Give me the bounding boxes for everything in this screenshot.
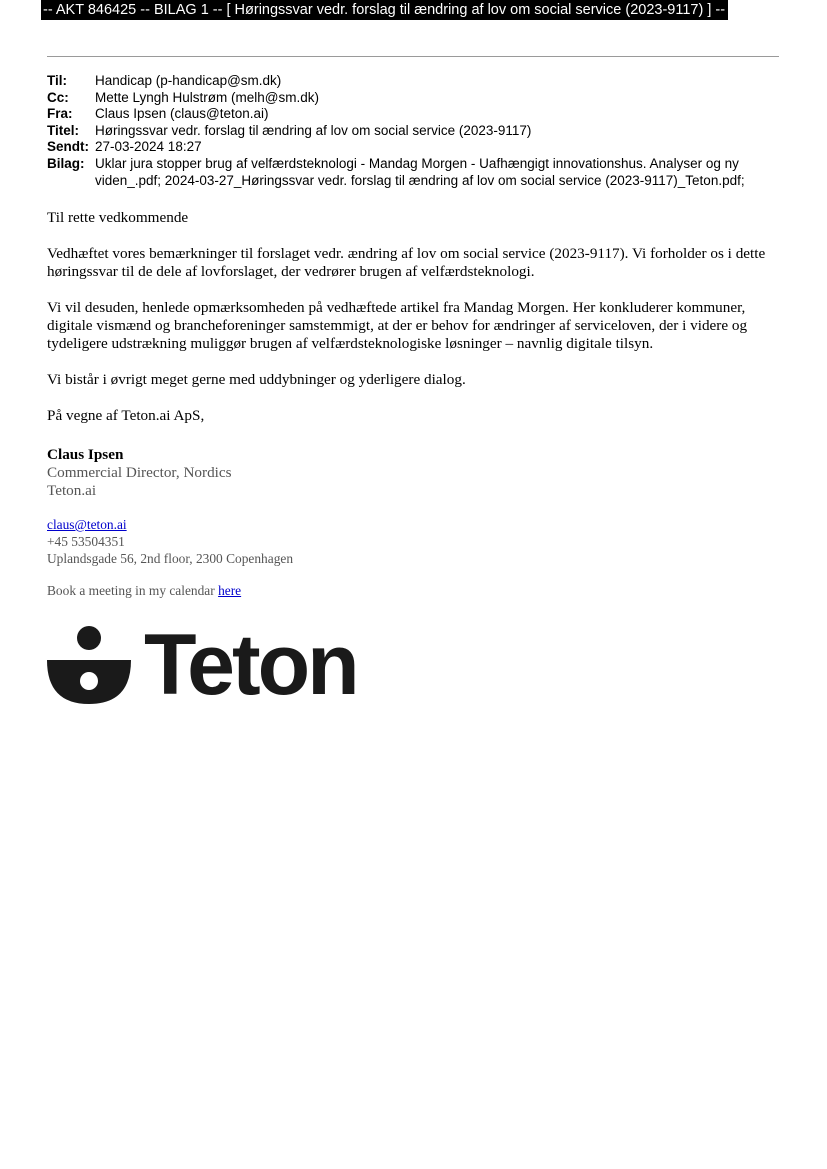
header-label: Til: [47,73,67,88]
header-label: Cc: [47,89,69,105]
header-value-cc: Mette Lyngh Hulstrøm (melh@sm.dk) [95,89,320,105]
header-value-sent: 27-03-2024 18:27 [95,139,202,155]
body-paragraph: Vi bistår i øvrigt meget gerne med uddybninger og yderligere dialog. [47,371,466,388]
address: Uplandsgade 56, 2nd floor, 2300 Copenhagen [47,551,294,566]
meeting-text: Book a meeting in my calendar [47,583,215,598]
body-paragraph: Vi vil desuden, henlede opmærksomheden på vedhæftede artikel fra Mandag Morgen. Her konkluderer kommuner, digitale vismænd og brancheforeninger samstemmigt, at der er behov for ændringer af serviceloven, der i videre og tydeligere udstrækning muliggør brugen af velfærdsteknologiske løsninger – navnlig digitale tilsyn. [47,299,748,352]
teton-logo [47,617,357,713]
header-label: Sendt: [47,139,89,155]
header-row-sent [47,139,782,156]
header-value-attachments: Uklar jura stopper brug af velfærdsteknologi - Mandag Morgen - Uafhængigt innovationshus. Analyser og ny viden_.pdf; 2024-03-27_Høringssvar vedr. forslag til ændring af lov om social service (2023-9117)_Teton.pdf; [95,155,745,188]
meeting-link[interactable]: here [218,583,242,598]
email-body [47,209,782,443]
header-row-cc [47,90,782,107]
body-paragraph: Vedhæftet vores bemærkninger til forslaget vedr. ændring af lov om social service (2023-9117). Vi forholder os i dette høringssvar til de dele af lovforslaget, der vedrører brugen af velfærdsteknologi. [47,245,766,280]
header-row-from [47,106,782,123]
header-value-title: Høringssvar vedr. forslag til ændring af lov om social service (2023-9117) [95,122,532,138]
phone-number: +45 53504351 [47,534,125,549]
signature-title: Commercial Director, Nordics [47,464,232,481]
header-label: Fra: [47,106,73,122]
teton-wordmark: Teton [144,617,357,713]
teton-logo-icon [47,626,131,704]
closing: På vegne af Teton.ai ApS, [47,407,205,424]
contact-info [47,516,293,567]
header-value-from: Claus Ipsen (claus@teton.ai) [95,106,269,122]
header-row-attachments [47,156,782,189]
header-label: Titel: [47,122,80,138]
signature-block [47,446,547,500]
header-divider [47,56,779,57]
meeting-line [47,582,241,599]
header-row-title [47,123,782,140]
signature-company: Teton.ai [47,482,97,499]
signature-name: Claus Ipsen [47,446,124,463]
document-banner: -- AKT 846425 -- BILAG 1 -- [ Høringssvar vedr. forslag til ændring af lov om social service (2023-9117) ] -- [41,0,728,20]
greeting: Til rette vedkommende [47,209,189,226]
header-value-to: Handicap (p-handicap@sm.dk) [95,73,282,88]
email-link[interactable]: claus@teton.ai [47,517,127,532]
header-label: Bilag: [47,155,85,171]
email-headers [47,73,782,189]
header-row-to [47,73,782,90]
